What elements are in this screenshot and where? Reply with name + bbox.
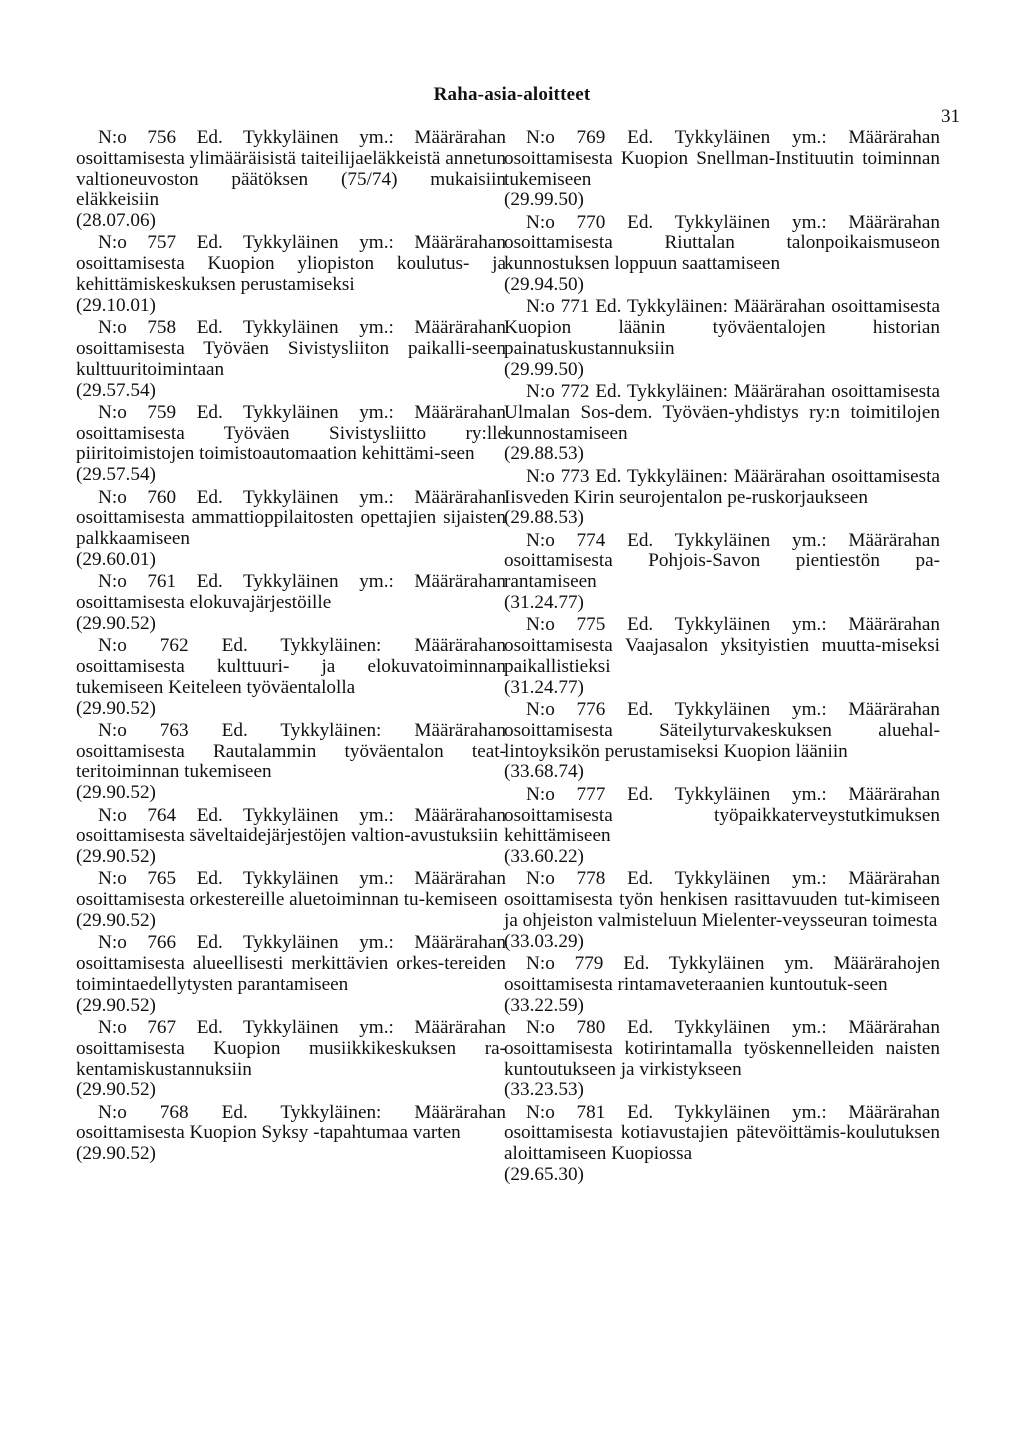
motion-text: Ed. Tykkyläinen ym. Määrärahojen osoittamisesta rintamaveteraanien kuntoutuk-seen bbox=[504, 953, 941, 995]
motion-number: N:o 772 bbox=[526, 381, 590, 403]
motion-number: N:o 760 bbox=[98, 486, 177, 508]
motion-number: N:o 765 bbox=[98, 868, 177, 890]
motion-text: Ed. Tykkyläinen ym.: Määrärahan osoittamisesta Kuopion yliopiston koulutus- ja kehittämiskeskuksen perustamiseksi bbox=[76, 232, 507, 296]
motion-number: N:o 756 bbox=[98, 127, 177, 148]
page-number: 31 bbox=[941, 106, 960, 127]
motion-text: Ed. Tykkyläinen ym.: Määrärahan osoittamisesta Kuopion musiikkikeskuksen ra-kentamiskustannuksiin bbox=[76, 1016, 507, 1080]
page-header bbox=[0, 84, 1024, 127]
budget-reference: (29.90.52) bbox=[76, 909, 156, 931]
motion-entry bbox=[504, 531, 940, 614]
motion-number: N:o 761 bbox=[98, 571, 177, 593]
motion-entry bbox=[76, 869, 506, 931]
motion-text: Ed. Tykkyläinen ym.: Määrärahan osoittamisesta työpaikkaterveystutkimuksen kehittämiseen bbox=[504, 783, 941, 847]
budget-reference: (29.90.52) bbox=[76, 1143, 156, 1165]
motion-entry bbox=[504, 1103, 940, 1186]
motion-entry bbox=[76, 488, 506, 571]
motion-number: N:o 759 bbox=[98, 401, 177, 423]
motion-number: N:o 762 bbox=[98, 635, 189, 657]
budget-reference: (29.60.01) bbox=[76, 548, 156, 570]
motion-entry bbox=[76, 721, 506, 804]
motion-text: Ed. Tykkyläinen ym.: Määrärahan osoittamisesta Vaajasalon yksityistien muutta-miseksi paikallistieksi bbox=[504, 614, 941, 677]
motion-number: N:o 766 bbox=[98, 932, 177, 954]
motion-entry bbox=[504, 128, 940, 211]
motion-text: Ed. Tykkyläinen: Määrärahan osoittamisesta Rautalammin työväentalon teat-teritoiminnan tukemiseen bbox=[76, 719, 507, 783]
budget-reference: (33.23.53) bbox=[504, 1079, 584, 1101]
motion-entry bbox=[504, 213, 940, 296]
motion-text: Ed. Tykkyläinen ym.: Määrärahan osoittamisesta ammattioppilaitosten opettajien sijaisten palkkaamiseen bbox=[76, 486, 507, 550]
budget-reference: (29.90.52) bbox=[76, 782, 156, 804]
budget-reference: (29.88.53) bbox=[504, 507, 584, 529]
motion-entry bbox=[504, 869, 940, 952]
motion-number: N:o 780 bbox=[526, 1016, 606, 1038]
motion-number: N:o 763 bbox=[98, 719, 189, 741]
budget-reference: (31.24.77) bbox=[504, 676, 584, 698]
budget-reference: (33.22.59) bbox=[504, 994, 584, 1016]
motion-entry bbox=[76, 636, 506, 719]
motion-text: Ed. Tykkyläinen: Määrärahan osoittamisesta Ulmalan Sos-dem. Työväen-yhdistys ry:n toimitilojen kunnostamiseen bbox=[504, 381, 940, 444]
motion-text: Ed. Tykkyläinen ym.: Määrärahan osoittamisesta Riuttalan talonpoikaismuseon kunnostuksen loppuun saattamiseen bbox=[504, 211, 941, 275]
motion-number: N:o 776 bbox=[526, 699, 606, 721]
motion-entry bbox=[504, 615, 940, 698]
motion-text: Ed. Tykkyläinen: Määrärahan osoittamisesta Kuopion läänin työväentalojen historian painatuskustannuksiin bbox=[504, 296, 940, 359]
motion-text: Ed. Tykkyläinen ym.: Määrärahan osoittamisesta Pohjois-Savon pientiestön pa-rantamiseen bbox=[504, 529, 941, 593]
motion-text: Ed. Tykkyläinen ym.: Määrärahan osoittamisesta Työväen Sivistysliitto ry:lle piiritoimistojen toimistoautomaation kehittämi-seen bbox=[76, 401, 507, 465]
motion-number: N:o 767 bbox=[98, 1016, 177, 1038]
budget-reference: (31.24.77) bbox=[504, 592, 584, 614]
motion-number: N:o 775 bbox=[526, 614, 606, 636]
motion-entry bbox=[76, 806, 506, 868]
budget-reference: (29.90.52) bbox=[76, 1079, 156, 1101]
motion-entry bbox=[504, 297, 940, 380]
motion-number: N:o 771 bbox=[526, 296, 590, 318]
motion-text: Ed. Tykkyläinen ym.: Määrärahan osoittamisesta työn henkisen rasittavuuden tut-kimiseen ja ohjeiston valmisteluun Mielenter-veysseuran toimesta bbox=[504, 868, 941, 931]
motion-text: Ed. Tykkyläinen ym.: Määrärahan osoittamisesta säveltaidejärjestöjen valtion-avustuksiin bbox=[76, 804, 507, 847]
motion-entry bbox=[76, 318, 506, 401]
motion-text: Ed. Tykkyläinen ym.: Määrärahan osoittamisesta orkestereille aluetoiminnan tu-kemiseen bbox=[76, 868, 507, 911]
budget-reference: (29.90.52) bbox=[76, 846, 156, 868]
motion-number: N:o 777 bbox=[526, 783, 606, 805]
motion-number: N:o 768 bbox=[98, 1101, 189, 1123]
motion-text: Ed. Tykkyläinen ym.: Määrärahan osoittamisesta Työväen Sivistysliiton paikalli-seen kulttuuritoimintaan bbox=[76, 317, 507, 380]
motion-entry bbox=[504, 1018, 940, 1101]
motion-text: Ed. Tykkyläinen ym.: Määrärahan osoittamisesta elokuvajärjestöille bbox=[76, 571, 507, 614]
budget-reference: (29.65.30) bbox=[504, 1164, 584, 1186]
motion-entry bbox=[76, 403, 506, 486]
motion-entry bbox=[76, 1103, 506, 1165]
motion-entry bbox=[76, 128, 506, 232]
motion-text: Ed. Tykkyläinen: Määrärahan osoittamisesta Kuopion Syksy -tapahtumaa varten bbox=[76, 1101, 507, 1144]
motion-number: N:o 779 bbox=[526, 953, 604, 975]
motion-number: N:o 774 bbox=[526, 529, 606, 551]
motion-entry bbox=[76, 933, 506, 1016]
budget-reference: (33.60.22) bbox=[504, 846, 584, 868]
budget-reference: (29.90.52) bbox=[76, 612, 156, 634]
motion-entry bbox=[504, 785, 940, 868]
right-column bbox=[504, 128, 940, 1187]
running-title: Raha-asia-aloitteet bbox=[433, 84, 591, 105]
motion-number: N:o 773 bbox=[526, 465, 590, 487]
motion-number: N:o 769 bbox=[526, 127, 606, 148]
motion-number: N:o 764 bbox=[98, 804, 177, 826]
motion-number: N:o 758 bbox=[98, 317, 177, 339]
motion-entry bbox=[76, 572, 506, 634]
motion-number: N:o 781 bbox=[526, 1101, 606, 1123]
budget-reference: (29.88.53) bbox=[504, 443, 584, 465]
motion-number: N:o 770 bbox=[526, 211, 606, 233]
motion-text: Ed. Tykkyläinen: Määrärahan osoittamisesta Iisveden Kirin seurojentalon pe-ruskorjaukseen bbox=[504, 465, 940, 508]
motion-text: Ed. Tykkyläinen ym.: Määrärahan osoittamisesta kotiavustajien pätevöittämis-koulutuksen aloittamiseen Kuopiossa bbox=[504, 1101, 941, 1165]
motion-entry bbox=[504, 954, 940, 1016]
left-column bbox=[76, 128, 506, 1167]
budget-reference: (29.99.50) bbox=[504, 189, 584, 211]
budget-reference: (28.07.06) bbox=[76, 210, 156, 232]
motion-text: Ed. Tykkyläinen ym.: Määrärahan osoittamisesta alueellisesti merkittävien orkes-tereiden toimintaedellytysten parantamiseen bbox=[76, 932, 507, 995]
motion-entry bbox=[504, 382, 940, 465]
budget-reference: (29.90.52) bbox=[76, 697, 156, 719]
motion-text: Ed. Tykkyläinen: Määrärahan osoittamisesta kulttuuri- ja elokuvatoiminnan tukemiseen Keiteleen työväentalolla bbox=[76, 635, 507, 698]
motion-entry bbox=[76, 233, 506, 316]
budget-reference: (29.10.01) bbox=[76, 294, 156, 316]
budget-reference: (29.57.54) bbox=[76, 379, 156, 401]
motion-number: N:o 757 bbox=[98, 232, 177, 254]
motion-number: N:o 778 bbox=[526, 868, 606, 890]
motion-entry bbox=[504, 700, 940, 783]
motion-entry bbox=[76, 1018, 506, 1101]
budget-reference: (29.94.50) bbox=[504, 274, 584, 296]
budget-reference: (29.90.52) bbox=[76, 994, 156, 1016]
budget-reference: (29.99.50) bbox=[504, 358, 584, 380]
motion-text: Ed. Tykkyläinen ym.: Määrärahan osoittamisesta Kuopion Snellman-Instituutin toiminnan tukemiseen bbox=[504, 127, 941, 190]
motion-text: Ed. Tykkyläinen ym.: Määrärahan osoittamisesta kotirintamalla työskennelleiden naisten kuntoutukseen ja virkistykseen bbox=[504, 1016, 941, 1080]
motion-text: Ed. Tykkyläinen ym.: Määrärahan osoittamisesta Säteilyturvakeskuksen aluehal-lintoyksikön perustamiseksi Kuopion lääniin bbox=[504, 699, 941, 762]
budget-reference: (33.68.74) bbox=[504, 761, 584, 783]
motion-entry bbox=[504, 467, 940, 529]
motion-text: Ed. Tykkyläinen ym.: Määrärahan osoittamisesta ylimääräisistä taiteilijaeläkkeistä annetun valtioneuvoston päätöksen (75/74) mukaisiin eläkkeisiin bbox=[76, 127, 507, 211]
budget-reference: (33.03.29) bbox=[504, 930, 584, 952]
budget-reference: (29.57.54) bbox=[76, 464, 156, 486]
